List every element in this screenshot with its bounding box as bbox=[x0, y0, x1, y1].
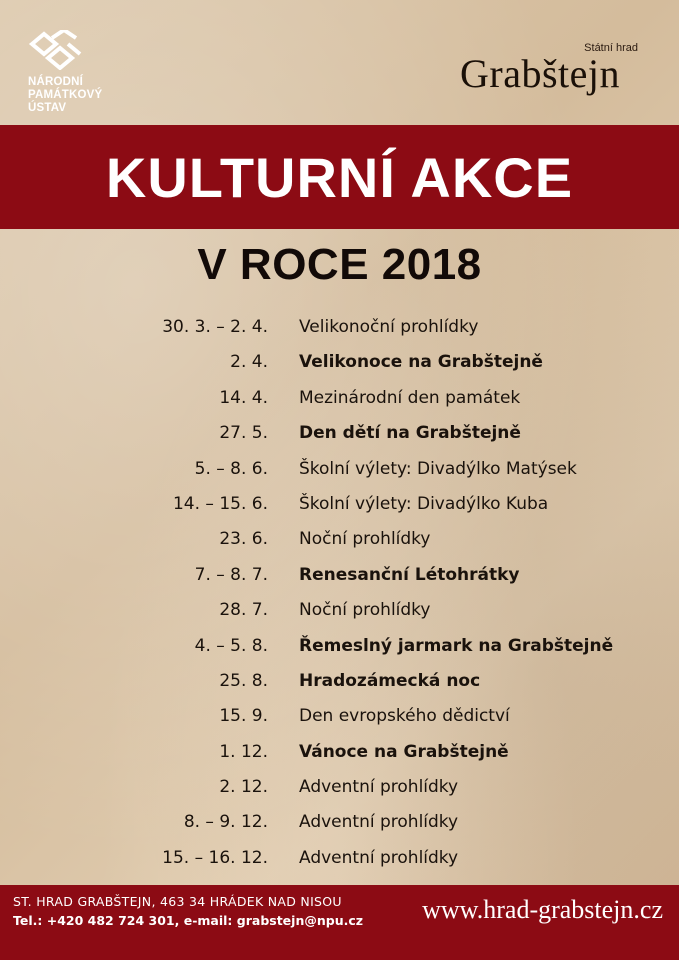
event-name: Noční prohlídky bbox=[299, 600, 431, 621]
event-row bbox=[0, 632, 679, 667]
npu-logo-line2: PAMÁTKOVÝ bbox=[28, 89, 103, 101]
event-name: Školní výlety: Divadýlko Matýsek bbox=[299, 458, 577, 479]
event-date: 23. 6. bbox=[219, 529, 268, 550]
event-name: Řemeslný jarmark na Grabštejně bbox=[299, 635, 614, 656]
event-name: Hradozámecká noc bbox=[299, 670, 481, 691]
footer bbox=[0, 885, 679, 960]
event-row bbox=[0, 313, 679, 348]
npu-logo-line1: NÁRODNÍ bbox=[28, 76, 84, 88]
event-date: 7. – 8. 7. bbox=[194, 564, 268, 585]
event-name: Velikonoce na Grabštejně bbox=[299, 352, 543, 373]
event-date: 2. 12. bbox=[219, 777, 268, 798]
event-date: 8. – 9. 12. bbox=[183, 812, 268, 833]
events-list bbox=[0, 313, 679, 879]
npu-emblem-icon bbox=[28, 30, 84, 70]
event-row bbox=[0, 455, 679, 490]
event-row bbox=[0, 348, 679, 383]
event-date: 4. – 5. 8. bbox=[194, 635, 268, 656]
event-date: 2. 4. bbox=[230, 352, 268, 373]
npu-logo bbox=[28, 30, 138, 115]
page-title: KULTURNÍ AKCE bbox=[105, 145, 574, 209]
event-name: Velikonoční prohlídky bbox=[299, 317, 479, 337]
event-date: 27. 5. bbox=[219, 423, 268, 444]
event-name: Noční prohlídky bbox=[299, 529, 431, 550]
event-date: 14. 4. bbox=[219, 387, 268, 408]
castle-logo-subtitle: Státní hrad bbox=[584, 42, 638, 54]
website-link[interactable]: www.hrad-grabstejn.cz bbox=[422, 895, 663, 924]
event-name: Renesanční Létohrátky bbox=[299, 564, 520, 585]
event-row bbox=[0, 808, 679, 843]
castle-logo-title: Grabštejn bbox=[460, 51, 621, 96]
event-row bbox=[0, 844, 679, 879]
event-row bbox=[0, 738, 679, 773]
event-date: 15. 9. bbox=[219, 706, 268, 727]
event-date: 30. 3. – 2. 4. bbox=[162, 317, 268, 337]
event-date: 28. 7. bbox=[219, 600, 268, 621]
title-banner bbox=[0, 125, 679, 229]
castle-logo bbox=[450, 34, 660, 106]
event-row bbox=[0, 667, 679, 702]
event-date: 5. – 8. 6. bbox=[194, 458, 268, 479]
event-row bbox=[0, 561, 679, 596]
event-row bbox=[0, 702, 679, 737]
event-row bbox=[0, 490, 679, 525]
footer-address: ST. HRAD GRABŠTEJN, 463 34 HRÁDEK NAD NISOU bbox=[13, 894, 342, 909]
event-row bbox=[0, 596, 679, 631]
event-date: 15. – 16. 12. bbox=[162, 847, 268, 868]
event-date: 1. 12. bbox=[219, 741, 268, 762]
event-name: Adventní prohlídky bbox=[299, 812, 459, 833]
event-row bbox=[0, 384, 679, 419]
event-name: Vánoce na Grabštejně bbox=[299, 741, 509, 762]
event-row bbox=[0, 419, 679, 454]
event-date: 25. 8. bbox=[219, 670, 268, 691]
event-name: Den evropského dědictví bbox=[299, 706, 510, 727]
event-name: Mezinárodní den památek bbox=[299, 387, 521, 408]
event-row bbox=[0, 773, 679, 808]
event-name: Adventní prohlídky bbox=[299, 777, 459, 798]
event-name: Školní výlety: Divadýlko Kuba bbox=[299, 493, 549, 514]
event-name: Den dětí na Grabštejně bbox=[299, 423, 521, 444]
event-row bbox=[0, 525, 679, 560]
event-name: Adventní prohlídky bbox=[299, 847, 459, 868]
year-subtitle: V ROCE 2018 bbox=[197, 240, 482, 289]
footer-contact: Tel.: +420 482 724 301, e-mail: grabstejn@npu.cz bbox=[13, 913, 364, 928]
event-date: 14. – 15. 6. bbox=[172, 493, 268, 514]
npu-logo-line3: ÚSTAV bbox=[28, 102, 67, 114]
